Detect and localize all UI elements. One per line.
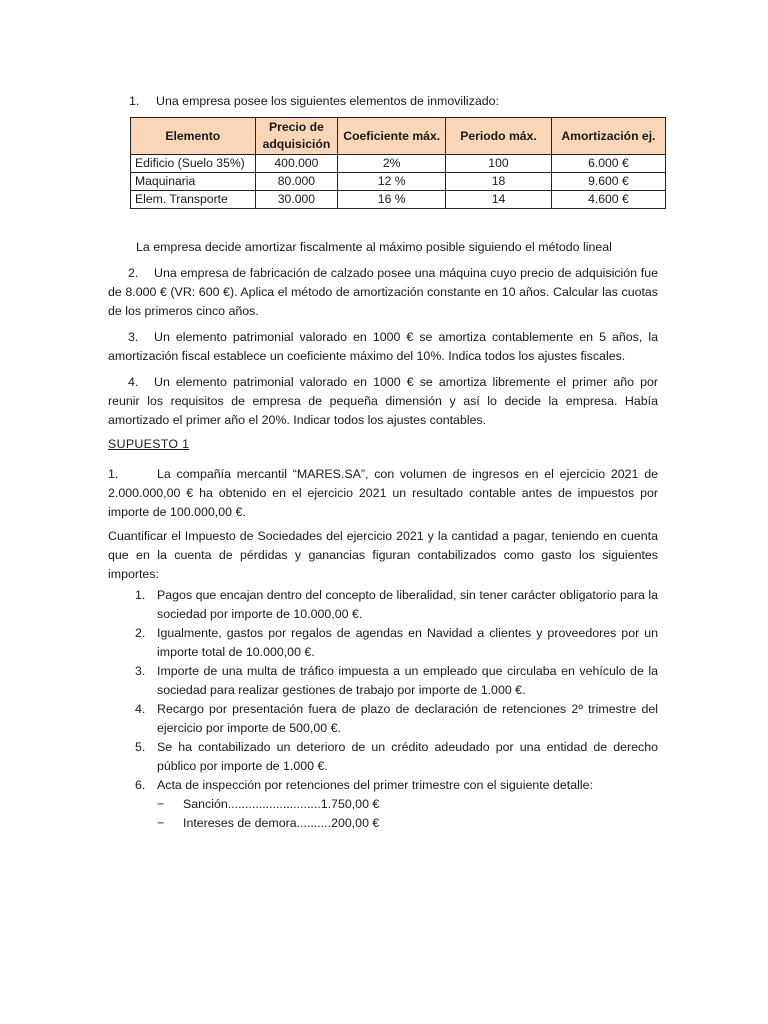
table-header: Coeficiente máx.: [338, 118, 446, 155]
table-cell: 12 %: [338, 173, 446, 191]
supuesto-heading: SUPUESTO 1: [108, 437, 190, 451]
list-item: [108, 776, 658, 833]
list-item-text: Igualmente, gastos por regalos de agendas en Navidad a clientes y proveedores por un importe total de 10.000,00 €.: [157, 626, 658, 659]
table-row: [131, 191, 666, 209]
table-cell: 4.600 €: [551, 191, 665, 209]
question-3-text: Un elemento patrimonial valorado en 1000 € se amortiza contablemente en 5 años, la amortización fiscal establece un coeficiente máximo del 10%. Indica todos los ajustes fiscales.: [108, 330, 658, 363]
list-item-text: Pagos que encajan dentro del concepto de liberalidad, sin tener carácter obligatorio para la sociedad por importe de 10.000,00 €.: [157, 588, 658, 621]
supuesto-intro-number: 1.: [108, 467, 119, 481]
table-row: [131, 155, 666, 173]
table-header: Amortización ej.: [551, 118, 665, 155]
table-cell: 30.000: [255, 191, 338, 209]
list-item-number: 4.: [135, 702, 146, 716]
table-cell: 14: [446, 191, 552, 209]
list-item: [108, 738, 658, 776]
list-item-number: 2.: [135, 626, 146, 640]
question-4: [108, 373, 658, 430]
sub-list-item-text: Intereses de demora..........200,00 €: [183, 816, 380, 830]
table-header: Periodo máx.: [446, 118, 552, 155]
table-cell: Elem. Transporte: [131, 191, 256, 209]
question-1: [129, 92, 499, 111]
list-item: [108, 586, 658, 624]
question-2-number: 2.: [128, 266, 139, 280]
table-header: Precio de adquisición: [255, 118, 338, 155]
assets-table: [130, 117, 666, 209]
question-3-number: 3.: [128, 330, 139, 344]
question-4-number: 4.: [128, 375, 139, 389]
list-item: [108, 662, 658, 700]
table-cell: 80.000: [255, 173, 338, 191]
list-item-number: 1.: [135, 588, 146, 602]
supuesto-intro: [108, 465, 658, 522]
question-3: [108, 328, 658, 366]
table-cell: Edificio (Suelo 35%): [131, 155, 256, 173]
table-cell: 18: [446, 173, 552, 191]
table-cell: 2%: [338, 155, 446, 173]
question-1-number: 1.: [129, 94, 140, 108]
sub-list-item-text: Sanción...........................1.750,00 €: [183, 797, 380, 811]
list-item-text: Importe de una multa de tráfico impuesta a un empleado que circulaba en vehículo de la sociedad para realizar gestiones de trabajo por importe de 1.000 €.: [157, 664, 658, 697]
table-cell: 400.000: [255, 155, 338, 173]
table-row: [131, 173, 666, 191]
dash-marker: −: [157, 797, 165, 811]
table-cell: Maquinaria: [131, 173, 256, 191]
table-cell: 100: [446, 155, 552, 173]
table-header-row: [131, 118, 666, 155]
table-header: Elemento: [131, 118, 256, 155]
list-item-number: 3.: [135, 664, 146, 678]
table-cell: 16 %: [338, 191, 446, 209]
table-cell: 9.600 €: [551, 173, 665, 191]
list-item-text: Acta de inspección por retenciones del primer trimestre con el siguiente detalle:: [157, 778, 593, 792]
list-item-number: 6.: [135, 778, 146, 792]
supuesto-intro-text: La compañía mercantil “MARES.SA”, con volumen de ingresos en el ejercicio 2021 de 2.000.000,00 € ha obtenido en el ejercicio 2021 un resultado contable antes de impuestos por importe de 100.000,00 €.: [108, 467, 658, 519]
dash-marker: −: [157, 816, 165, 830]
list-item-number: 5.: [135, 740, 146, 754]
question-4-text: Un elemento patrimonial valorado en 1000 € se amortiza libremente el primer año por reunir los requisitos de empresa de pequeña dimensión y así lo decide la empresa. Había amortizado el primer año el 20%. Indicar todos los ajustes contables.: [108, 375, 658, 427]
list-item: [108, 624, 658, 662]
supuesto-instruction: Cuantificar el Impuesto de Sociedades del ejercicio 2021 y la cantidad a pagar, teniendo en cuenta que en la cuenta de pérdidas y ganancias figuran contabilizados como gasto los siguientes importes:: [108, 529, 658, 581]
question-2-text: Una empresa de fabricación de calzado posee una máquina cuyo precio de adquisición fue de 8.000 € (VR: 600 €). Aplica el método de amortización constante en 10 años. Calcular las cuotas de los primeros cinco años.: [108, 266, 658, 318]
question-2: [108, 264, 658, 321]
inspection-detail-list: [157, 795, 658, 833]
expense-list: [108, 586, 658, 833]
question-1-note: La empresa decide amortizar fiscalmente al máximo posible siguiendo el método lineal: [136, 240, 612, 254]
table-cell: 6.000 €: [551, 155, 665, 173]
sub-list-item: [157, 814, 658, 833]
list-item-text: Se ha contabilizado un deterioro de un crédito adeudado por una entidad de derecho público por importe de 1.000 €.: [157, 740, 658, 773]
list-item-text: Recargo por presentación fuera de plazo de declaración de retenciones 2º trimestre del ejercicio por importe de 500,00 €.: [157, 702, 658, 735]
question-1-text: Una empresa posee los siguientes elementos de inmovilizado:: [156, 94, 499, 108]
sub-list-item: [157, 795, 658, 814]
list-item: [108, 700, 658, 738]
